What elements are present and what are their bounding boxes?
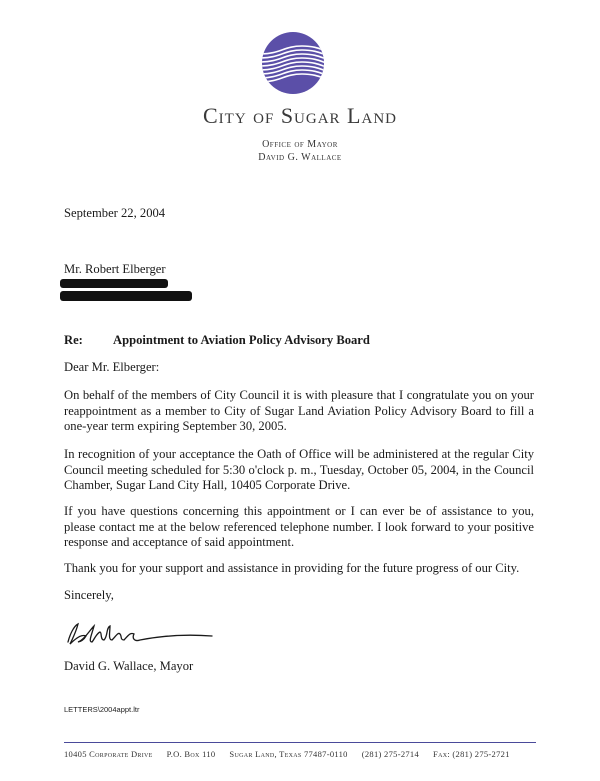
redacted-address-line-2 bbox=[60, 291, 192, 301]
footer bbox=[64, 749, 536, 759]
footer-fax: Fax: (281) 275-2721 bbox=[433, 749, 510, 759]
recipient-name: Mr. Robert Elberger bbox=[64, 262, 166, 276]
salutation: Dear Mr. Elberger: bbox=[64, 360, 160, 374]
paragraph-1: On behalf of the members of City Council it is with pleasure that I congratulate you on your reappointment as a member to City of Sugar Land Aviation Policy Advisory Board to fill a one-year term expiring September 30, 2005. bbox=[64, 388, 534, 433]
paragraph-3: If you have questions concerning this appointment or I can ever be of assistance to you, please contact me at the below referenced telephone number. I look forward to your positive response and acceptance of said appointment. bbox=[64, 504, 534, 549]
city-logo bbox=[262, 32, 324, 94]
org-name: City of Sugar Land bbox=[202, 103, 397, 128]
letter-date: September 22, 2004 bbox=[64, 206, 166, 220]
redacted-address-line-1 bbox=[60, 279, 168, 288]
re-label: Re: bbox=[64, 333, 83, 347]
mayor-name-header: David G. Wallace bbox=[258, 152, 342, 163]
footer-city: Sugar Land, Texas 77487-0110 bbox=[229, 749, 348, 759]
footer-phone: (281) 275-2714 bbox=[361, 749, 420, 759]
paragraph-4: Thank you for your support and assistance in providing for the future progress of our City. bbox=[64, 561, 520, 575]
signature bbox=[64, 614, 234, 655]
signer-name: David G. Wallace, Mayor bbox=[64, 659, 194, 673]
office-title: Office of Mayor bbox=[262, 139, 338, 150]
paragraph-2: In recognition of your acceptance the Oath of Office will be administered at the regular City Council meeting scheduled for 5:30 o'clock p. m., Tuesday, October 05, 2004, in the Council Chamber, Sugar Land City Hall, 10405 Corporate Drive. bbox=[64, 447, 534, 492]
re-subject: Appointment to Aviation Policy Advisory Board bbox=[113, 333, 370, 347]
footer-po-box: P.O. Box 110 bbox=[166, 749, 216, 759]
closing: Sincerely, bbox=[64, 588, 114, 602]
footer-divider bbox=[64, 742, 536, 743]
footer-address: 10405 Corporate Drive bbox=[64, 749, 153, 759]
file-reference: LETTERS\2004appt.ltr bbox=[64, 705, 140, 714]
